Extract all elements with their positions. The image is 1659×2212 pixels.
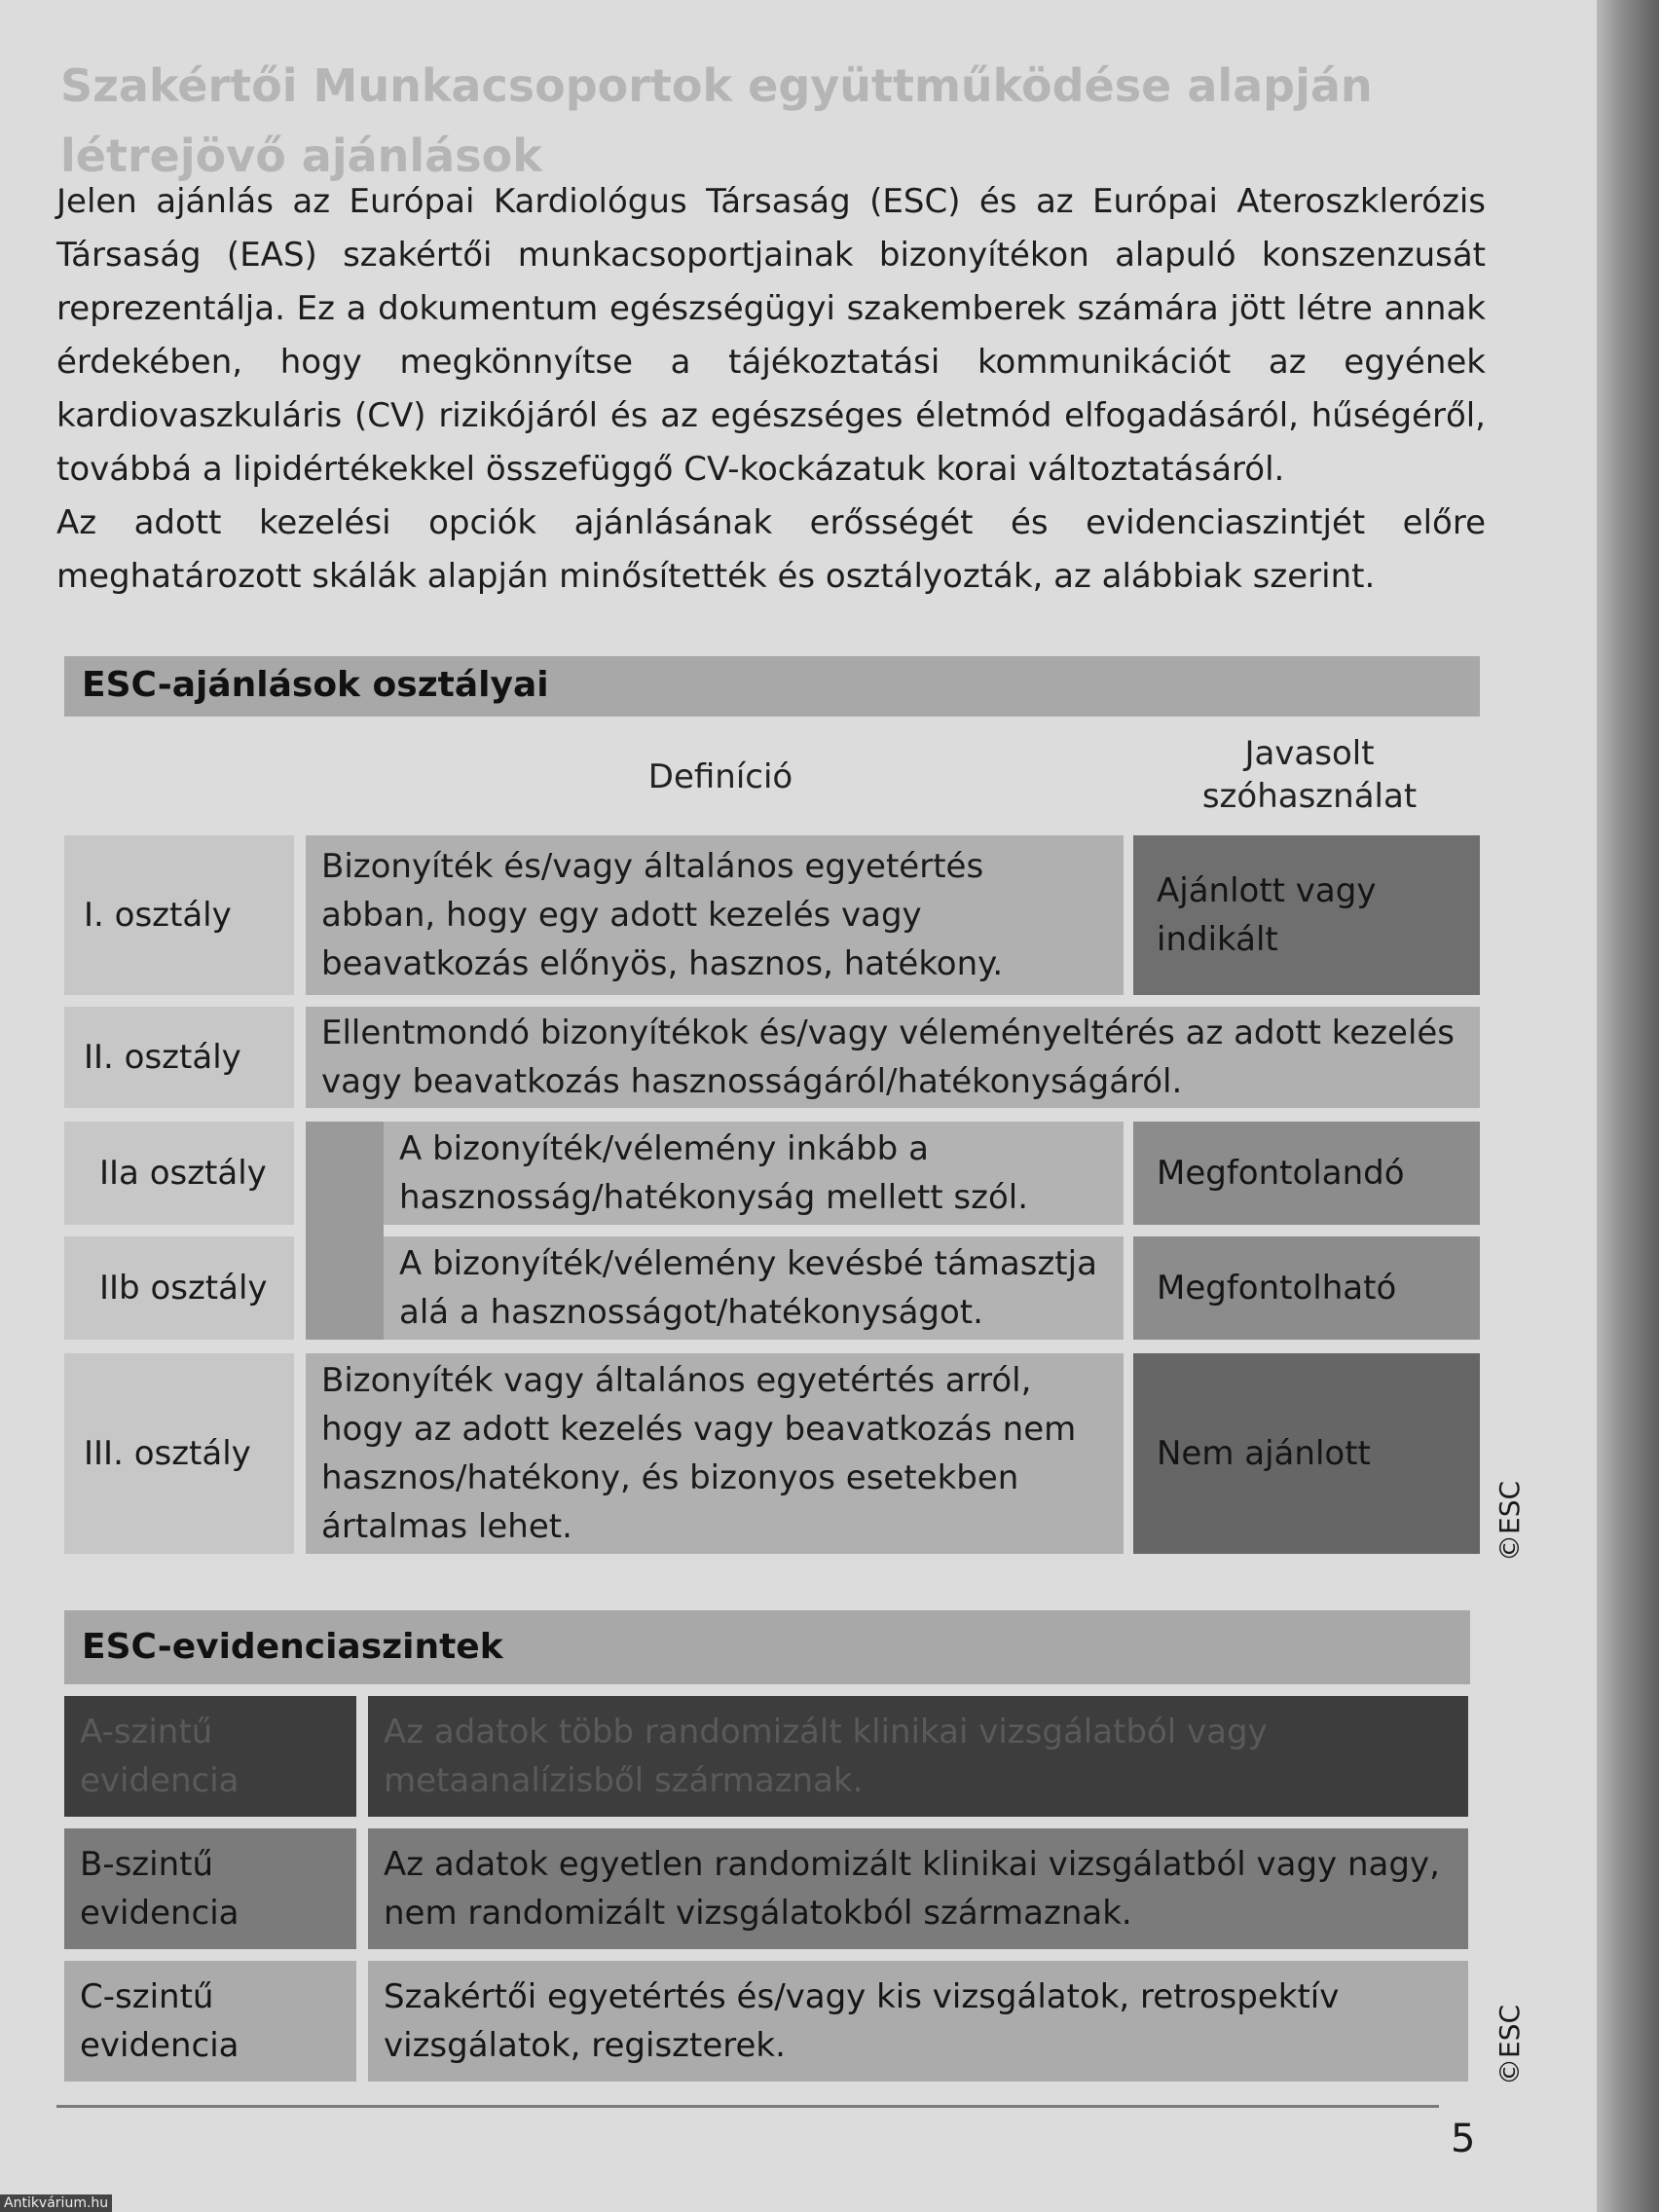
class-IIa-usage: Megfontolandó: [1133, 1122, 1480, 1225]
intro-paragraph-1: Jelen ajánlás az Európai Kardiológus Társaság (ESC) és az Európai Ateroszklerózis Társaság (EAS) szakértői munkacsoportjainak bizonyítékon alapuló konszenzusát reprezentálja. Ez a dokumentum egészségügyi szakemberek számára jött létre annak érdekében, hogy megkönnyítse a tájékoztatási kommunikációt az egyének kardiovaszkuláris (CV) rizikójáról és az egészséges életmód elfogadásáról, hűségéről, továbbá a lipidértékekkel összefüggő CV-kockázatuk korai változtatásáról.: [56, 182, 1486, 489]
evidence-B-text: Az adatok egyetlen randomizált klinikai vizsgálatból vagy nagy, nem randomizált vizsgálatokból származnak.: [368, 1828, 1468, 1949]
evidence-C-text: Szakértői egyetértés és/vagy kis vizsgálatok, retrospektív vizsgálatok, regiszterek.: [368, 1961, 1468, 2082]
watermark: Antikvárium.hu: [0, 2194, 112, 2212]
evidence-heading: ESC-evidenciaszintek: [64, 1610, 1470, 1684]
classes-copyright: ©ESC: [1493, 1480, 1526, 1562]
page-number: 5: [1451, 2117, 1476, 2161]
evidence-copyright: ©ESC: [1493, 2004, 1526, 2085]
class-IIa-label: IIa osztály: [64, 1122, 294, 1225]
evidence-B-label: B-szintű evidencia: [64, 1828, 356, 1949]
evidence-C-label: C-szintű evidencia: [64, 1961, 356, 2082]
class-III-usage: Nem ajánlott: [1133, 1353, 1480, 1554]
footer-rule: [56, 2105, 1439, 2108]
class-IIa-definition: A bizonyíték/vélemény inkább a hasznosság/hatékonyság mellett szól.: [384, 1122, 1124, 1225]
book-spine: [1597, 0, 1659, 2212]
class-I-label: I. osztály: [64, 835, 294, 995]
intro-paragraph-2: Az adott kezelési opciók ajánlásának erősségét és evidenciaszintjét előre meghatározott skálák alapján minősítették és osztályozták, az alábbiak szerint.: [56, 503, 1486, 596]
class-III-definition: Bizonyíték vagy általános egyetértés arról, hogy az adott kezelés vagy beavatkozás nem hasznos/hatékony, és bizonyos esetekben ártalmas lehet.: [306, 1353, 1124, 1554]
class-I-usage: Ajánlott vagy indikált: [1133, 835, 1480, 995]
page-title: Szakértői Munkacsoportok együttműködése alapján létrejövő ajánlások: [60, 59, 1373, 182]
evidence-A-text: Az adatok több randomizált klinikai vizsgálatból vagy metaanalízisből származnak.: [368, 1696, 1468, 1817]
class-II-subgroup-bracket: [306, 1122, 384, 1340]
class-IIb-label: IIb osztály: [64, 1236, 294, 1340]
class-II-definition: Ellentmondó bizonyítékok és/vagy véleményeltérés az adott kezelés vagy beavatkozás hasznosságáról/hatékonyságáról.: [306, 1007, 1480, 1108]
classes-heading: ESC-ajánlások osztályai: [64, 656, 1480, 717]
definition-header: Definíció: [647, 757, 793, 796]
class-III-label: III. osztály: [64, 1353, 294, 1554]
class-I-definition: Bizonyíték és/vagy általános egyetértés abban, hogy egy adott kezelés vagy beavatkozás előnyös, hasznos, hatékony.: [306, 835, 1124, 995]
class-IIb-definition: A bizonyíték/vélemény kevésbé támasztja alá a hasznosságot/hatékonyságot.: [384, 1236, 1124, 1340]
class-II-label: II. osztály: [64, 1007, 294, 1108]
class-IIb-usage: Megfontolható: [1133, 1236, 1480, 1340]
usage-header: Javasolt szóhasználat: [1201, 734, 1418, 816]
intro-text: [56, 175, 1486, 604]
evidence-A-label: A-szintű evidencia: [64, 1696, 356, 1817]
